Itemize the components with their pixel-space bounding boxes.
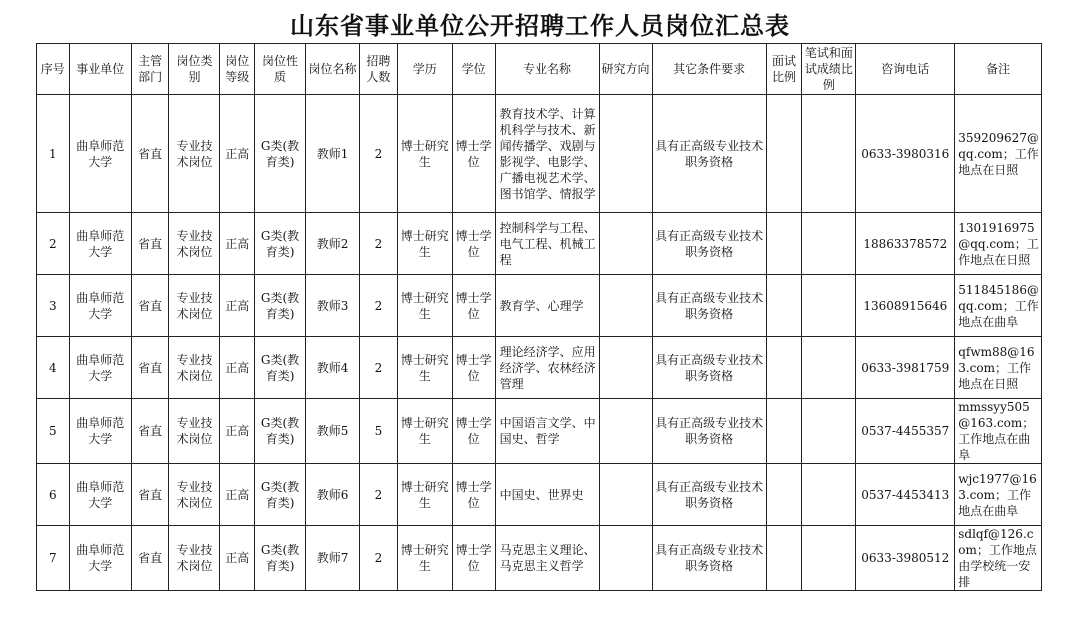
cell-level: 正高 — [220, 464, 255, 526]
cell-dept: 省直 — [131, 399, 169, 464]
cell-direction — [599, 399, 652, 464]
table-row — [37, 275, 1042, 337]
cell-category: 专业技术岗位 — [169, 399, 220, 464]
cell-name: 教师7 — [306, 526, 360, 591]
cell-degree: 博士学位 — [452, 399, 495, 464]
cell-note: 511845186@qq.com；工作地点在曲阜 — [955, 275, 1042, 337]
header-degree: 学位 — [452, 44, 495, 95]
cell-nature: G类(教育类) — [255, 399, 306, 464]
header-education: 学历 — [397, 44, 452, 95]
cell-unit: 曲阜师范大学 — [69, 95, 131, 213]
cell-score-ratio — [802, 399, 856, 464]
cell-dept: 省直 — [131, 337, 169, 399]
cell-unit: 曲阜师范大学 — [69, 213, 131, 275]
cell-unit: 曲阜师范大学 — [69, 399, 131, 464]
header-dept: 主管部门 — [131, 44, 169, 95]
cell-major: 中国语言文学、中国史、哲学 — [495, 399, 599, 464]
cell-dept: 省直 — [131, 95, 169, 213]
cell-education: 博士研究生 — [397, 399, 452, 464]
document-title: 山东省事业单位公开招聘工作人员岗位汇总表 — [290, 12, 790, 40]
cell-other: 具有正高级专业技术职务资格 — [652, 526, 766, 591]
cell-note: wjc1977@163.com；工作地点在曲阜 — [955, 464, 1042, 526]
cell-nature: G类(教育类) — [255, 337, 306, 399]
cell-nature: G类(教育类) — [255, 95, 306, 213]
cell-count: 2 — [360, 275, 398, 337]
cell-other: 具有正高级专业技术职务资格 — [652, 337, 766, 399]
cell-other: 具有正高级专业技术职务资格 — [652, 213, 766, 275]
cell-other: 具有正高级专业技术职务资格 — [652, 399, 766, 464]
header-category: 岗位类别 — [169, 44, 220, 95]
cell-category: 专业技术岗位 — [169, 275, 220, 337]
cell-note: 1301916975@qq.com；工作地点在日照 — [955, 213, 1042, 275]
cell-score-ratio — [802, 213, 856, 275]
cell-education: 博士研究生 — [397, 337, 452, 399]
cell-direction — [599, 275, 652, 337]
cell-category: 专业技术岗位 — [169, 526, 220, 591]
cell-education: 博士研究生 — [397, 95, 452, 213]
header-major: 专业名称 — [495, 44, 599, 95]
cell-no: 7 — [37, 526, 70, 591]
cell-interview-ratio — [766, 95, 802, 213]
table-row — [37, 95, 1042, 213]
cell-degree: 博士学位 — [452, 213, 495, 275]
cell-name: 教师5 — [306, 399, 360, 464]
cell-phone: 0633-3980316 — [856, 95, 955, 213]
cell-note: mmssyy505@163.com；工作地点在曲阜 — [955, 399, 1042, 464]
cell-phone: 13608915646 — [856, 275, 955, 337]
cell-phone: 0633-3980512 — [856, 526, 955, 591]
cell-score-ratio — [802, 95, 856, 213]
cell-level: 正高 — [220, 526, 255, 591]
cell-nature: G类(教育类) — [255, 464, 306, 526]
cell-nature: G类(教育类) — [255, 213, 306, 275]
cell-unit: 曲阜师范大学 — [69, 464, 131, 526]
cell-direction — [599, 337, 652, 399]
cell-degree: 博士学位 — [452, 526, 495, 591]
cell-other: 具有正高级专业技术职务资格 — [652, 275, 766, 337]
cell-count: 2 — [360, 337, 398, 399]
header-direction: 研究方向 — [599, 44, 652, 95]
cell-other: 具有正高级专业技术职务资格 — [652, 95, 766, 213]
cell-name: 教师1 — [306, 95, 360, 213]
cell-phone: 0537-4453413 — [856, 464, 955, 526]
cell-interview-ratio — [766, 337, 802, 399]
table-row — [37, 464, 1042, 526]
cell-level: 正高 — [220, 337, 255, 399]
header-note: 备注 — [955, 44, 1042, 95]
cell-interview-ratio — [766, 275, 802, 337]
cell-level: 正高 — [220, 275, 255, 337]
cell-count: 2 — [360, 95, 398, 213]
cell-major: 教育技术学、计算机科学与技术、新闻传播学、戏剧与影视学、电影学、广播电视艺术学、图书馆学、情报学 — [495, 95, 599, 213]
cell-note: 359209627@qq.com；工作地点在日照 — [955, 95, 1042, 213]
cell-name: 教师3 — [306, 275, 360, 337]
cell-category: 专业技术岗位 — [169, 213, 220, 275]
cell-count: 2 — [360, 213, 398, 275]
cell-no: 1 — [37, 95, 70, 213]
table-row — [37, 337, 1042, 399]
table-row — [37, 399, 1042, 464]
cell-unit: 曲阜师范大学 — [69, 337, 131, 399]
header-unit: 事业单位 — [69, 44, 131, 95]
cell-interview-ratio — [766, 399, 802, 464]
table-row — [37, 213, 1042, 275]
cell-direction — [599, 526, 652, 591]
cell-education: 博士研究生 — [397, 213, 452, 275]
cell-level: 正高 — [220, 95, 255, 213]
cell-interview-ratio — [766, 526, 802, 591]
cell-unit: 曲阜师范大学 — [69, 526, 131, 591]
header-score-ratio: 笔试和面试成绩比例 — [802, 44, 856, 95]
cell-other: 具有正高级专业技术职务资格 — [652, 464, 766, 526]
positions-table — [36, 43, 1042, 591]
cell-education: 博士研究生 — [397, 526, 452, 591]
header-level: 岗位等级 — [220, 44, 255, 95]
cell-direction — [599, 95, 652, 213]
cell-no: 2 — [37, 213, 70, 275]
cell-name: 教师4 — [306, 337, 360, 399]
cell-level: 正高 — [220, 213, 255, 275]
header-nature: 岗位性质 — [255, 44, 306, 95]
cell-phone: 18863378572 — [856, 213, 955, 275]
cell-phone: 0537-4455357 — [856, 399, 955, 464]
cell-score-ratio — [802, 526, 856, 591]
cell-degree: 博士学位 — [452, 275, 495, 337]
cell-nature: G类(教育类) — [255, 275, 306, 337]
header-other: 其它条件要求 — [652, 44, 766, 95]
header-count: 招聘人数 — [360, 44, 398, 95]
cell-name: 教师6 — [306, 464, 360, 526]
cell-no: 3 — [37, 275, 70, 337]
cell-nature: G类(教育类) — [255, 526, 306, 591]
cell-level: 正高 — [220, 399, 255, 464]
table-row — [37, 526, 1042, 591]
cell-note: qfwm88@163.com；工作地点在日照 — [955, 337, 1042, 399]
cell-count: 5 — [360, 399, 398, 464]
cell-major: 理论经济学、应用经济学、农林经济管理 — [495, 337, 599, 399]
cell-score-ratio — [802, 337, 856, 399]
cell-category: 专业技术岗位 — [169, 464, 220, 526]
cell-category: 专业技术岗位 — [169, 337, 220, 399]
cell-interview-ratio — [766, 464, 802, 526]
header-phone: 咨询电话 — [856, 44, 955, 95]
cell-note: sdlqf@126.com；工作地点由学校统一安排 — [955, 526, 1042, 591]
cell-major: 马克思主义理论、马克思主义哲学 — [495, 526, 599, 591]
cell-no: 4 — [37, 337, 70, 399]
cell-degree: 博士学位 — [452, 337, 495, 399]
cell-score-ratio — [802, 464, 856, 526]
header-name: 岗位名称 — [306, 44, 360, 95]
cell-education: 博士研究生 — [397, 275, 452, 337]
cell-degree: 博士学位 — [452, 464, 495, 526]
cell-dept: 省直 — [131, 275, 169, 337]
cell-major: 中国史、世界史 — [495, 464, 599, 526]
cell-major: 控制科学与工程、电气工程、机械工程 — [495, 213, 599, 275]
header-interview-ratio: 面试比例 — [766, 44, 802, 95]
cell-dept: 省直 — [131, 213, 169, 275]
cell-interview-ratio — [766, 213, 802, 275]
cell-direction — [599, 464, 652, 526]
cell-no: 6 — [37, 464, 70, 526]
cell-count: 2 — [360, 464, 398, 526]
header-no: 序号 — [37, 44, 70, 95]
cell-dept: 省直 — [131, 526, 169, 591]
cell-direction — [599, 213, 652, 275]
cell-unit: 曲阜师范大学 — [69, 275, 131, 337]
cell-degree: 博士学位 — [452, 95, 495, 213]
cell-major: 教育学、心理学 — [495, 275, 599, 337]
cell-score-ratio — [802, 275, 856, 337]
cell-count: 2 — [360, 526, 398, 591]
cell-name: 教师2 — [306, 213, 360, 275]
cell-category: 专业技术岗位 — [169, 95, 220, 213]
cell-no: 5 — [37, 399, 70, 464]
table-header-row — [37, 44, 1042, 95]
cell-phone: 0633-3981759 — [856, 337, 955, 399]
cell-dept: 省直 — [131, 464, 169, 526]
cell-education: 博士研究生 — [397, 464, 452, 526]
